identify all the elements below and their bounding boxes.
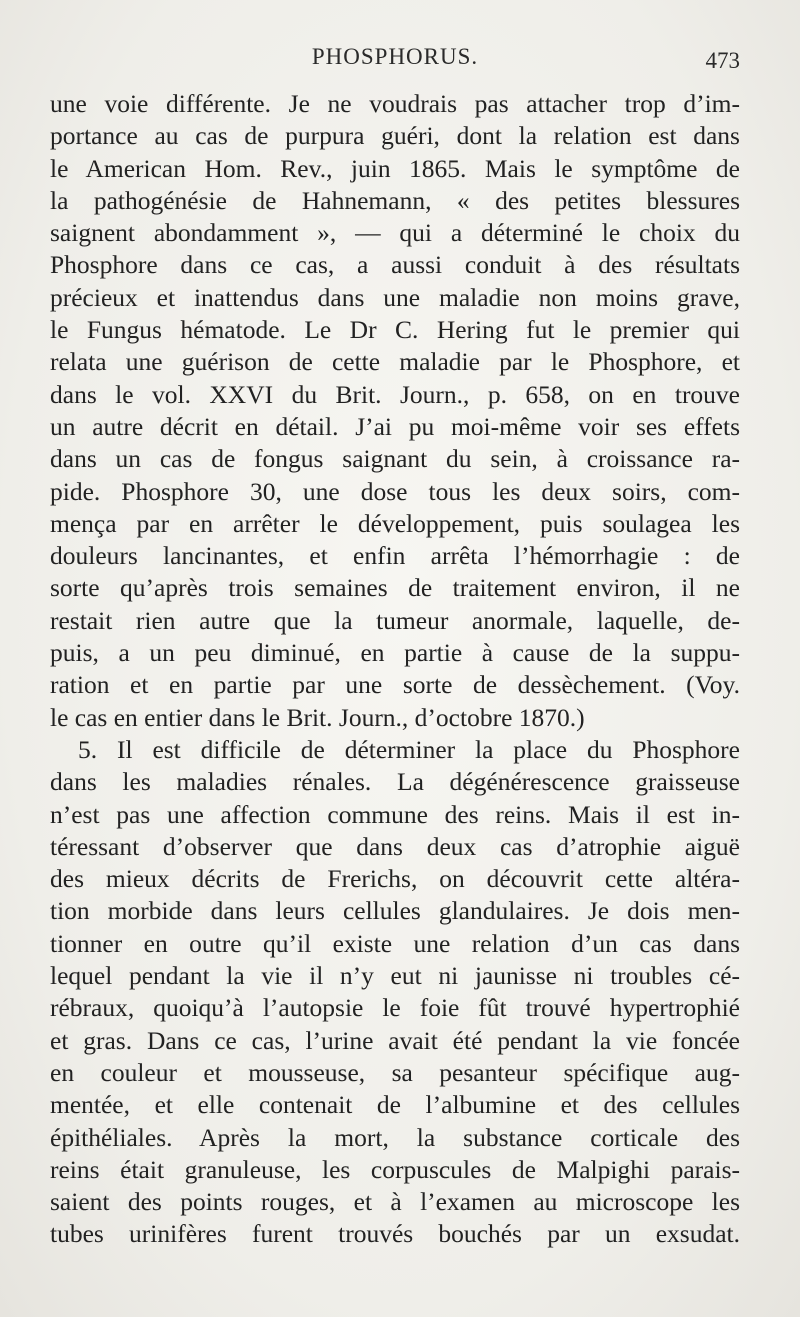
text-line: restait rien autre que la tumeur anormale, laquelle, de- <box>50 605 740 635</box>
text-line: précieux et inattendus dans une maladie non moins grave, <box>50 282 740 312</box>
text-line: Phosphore dans ce cas, a aussi conduit à des résultats <box>50 250 740 280</box>
text-line: saignent abondamment », — qui a déterminé le choix du <box>50 218 740 248</box>
text-line: tion morbide dans leurs cellules glandulaires. Je dois men- <box>50 896 740 926</box>
text-line: n’est pas une affection commune des reins. Mais il est in- <box>50 799 740 829</box>
text-line: le American Hom. Rev., juin 1865. Mais le symptôme de <box>50 153 740 183</box>
text-line: saient des points rouges, et à l’examen au microscope les <box>50 1187 740 1217</box>
text-line: pide. Phosphore 30, une dose tous les deux soirs, com- <box>50 476 740 506</box>
text-line: la pathogénésie de Hahnemann, « des petites blessures <box>50 185 740 215</box>
text-line: lequel pendant la vie il n’y eut ni jaunisse ni troubles cé- <box>50 961 740 991</box>
paragraph-end-line: le cas en entier dans le Brit. Journ., d’octobre 1870.) <box>50 702 585 732</box>
text-line: mentée, et elle contenait de l’albumine et des cellules <box>50 1090 740 1120</box>
text-line: reins était granuleuse, les corpuscules de Malpighi parais- <box>50 1154 740 1184</box>
text-line: tionner en outre qu’il existe une relation d’un cas dans <box>50 928 740 958</box>
text-line: douleurs lancinantes, et enfin arrêta l’hémorrhagie : de <box>50 541 740 571</box>
text-line: téressant d’observer que dans deux cas d’atrophie aiguë <box>50 831 740 861</box>
running-title: PHOSPHORUS. <box>311 44 479 69</box>
text-line: ration et en partie par une sorte de dessèchement. (Voy. <box>50 670 740 700</box>
text-line: dans les maladies rénales. La dégénérescence graisseuse <box>50 767 740 797</box>
page-number: 473 <box>705 48 740 73</box>
text-line: puis, a un peu diminué, en partie à cause de la suppu- <box>50 638 740 668</box>
text-line: un autre décrit en détail. J’ai pu moi-même voir ses effets <box>50 411 740 441</box>
page-header <box>50 44 740 84</box>
text-line: dans un cas de fongus saignant du sein, à croissance ra- <box>50 444 740 474</box>
text-line: et gras. Dans ce cas, l’urine avait été pendant la vie foncée <box>50 1025 740 1055</box>
text-line: le Fungus hématode. Le Dr C. Hering fut le premier qui <box>50 315 740 345</box>
text-line: dans le vol. XXVI du Brit. Journ., p. 658, on en trouve <box>50 379 740 409</box>
text-line: une voie différente. Je ne voudrais pas attacher trop d’im- <box>50 89 740 118</box>
text-line: mença par en arrêter le développement, puis soulagea les <box>50 508 740 538</box>
text-line: en couleur et mousseuse, sa pesanteur spécifique aug- <box>50 1057 740 1087</box>
body-text <box>50 88 740 1251</box>
text-line: épithéliales. Après la mort, la substance corticale des <box>50 1122 740 1152</box>
text-line: tubes urinifères furent trouvés bouchés par un exsudat. <box>50 1219 740 1249</box>
paragraph-start-line: 5. Il est difficile de déterminer la place du Phosphore <box>78 734 740 764</box>
text-line: relata une guérison de cette maladie par le Phosphore, et <box>50 347 740 377</box>
text-line: des mieux décrits de Frerichs, on découvrit cette altéra- <box>50 864 740 894</box>
text-line: portance au cas de purpura guéri, dont la relation est dans <box>50 121 740 151</box>
text-line: rébraux, quoiqu’à l’autopsie le foie fût trouvé hypertrophié <box>50 993 740 1023</box>
text-line: sorte qu’après trois semaines de traitement environ, il ne <box>50 573 740 603</box>
